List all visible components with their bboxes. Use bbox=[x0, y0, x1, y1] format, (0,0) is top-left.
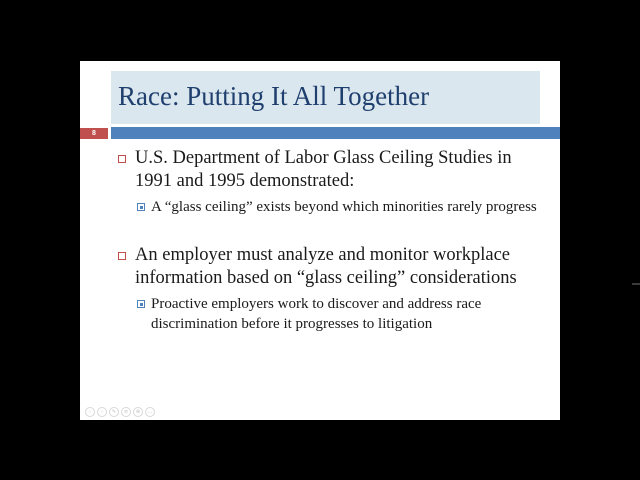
accent-bar bbox=[111, 127, 560, 139]
bullet-text: An employer must analyze and monitor workplace information based on “glass ceiling” considerations bbox=[135, 245, 517, 288]
slide-number-box bbox=[80, 128, 108, 139]
slide bbox=[80, 61, 560, 420]
slideshow-controls bbox=[85, 407, 155, 417]
more-icon[interactable]: … bbox=[145, 407, 155, 417]
bullet-marker-icon bbox=[118, 252, 126, 260]
slide-number: 8 bbox=[92, 130, 96, 137]
zoom-icon[interactable]: ⊕ bbox=[133, 407, 143, 417]
prev-icon[interactable]: ‹ bbox=[85, 407, 95, 417]
pen-icon[interactable]: ✎ bbox=[109, 407, 119, 417]
sub-bullet-marker-icon bbox=[137, 203, 145, 211]
slide-title: Race: Putting It All Together bbox=[118, 81, 430, 111]
title-band bbox=[111, 71, 540, 124]
bullet-text: U.S. Department of Labor Glass Ceiling Studies in 1991 and 1995 demonstrated: bbox=[135, 148, 512, 191]
sub-bullet-marker-icon bbox=[137, 300, 145, 308]
next-icon[interactable]: › bbox=[97, 407, 107, 417]
sub-bullet-text: A “glass ceiling” exists beyond which minorities rarely progress bbox=[151, 199, 537, 215]
bullet-marker-icon bbox=[118, 155, 126, 163]
edge-marker bbox=[632, 283, 640, 285]
sub-bullet-text: Proactive employers work to discover and address race discrimination before it progresses to litigation bbox=[151, 296, 482, 332]
menu-icon[interactable]: ≡ bbox=[121, 407, 131, 417]
